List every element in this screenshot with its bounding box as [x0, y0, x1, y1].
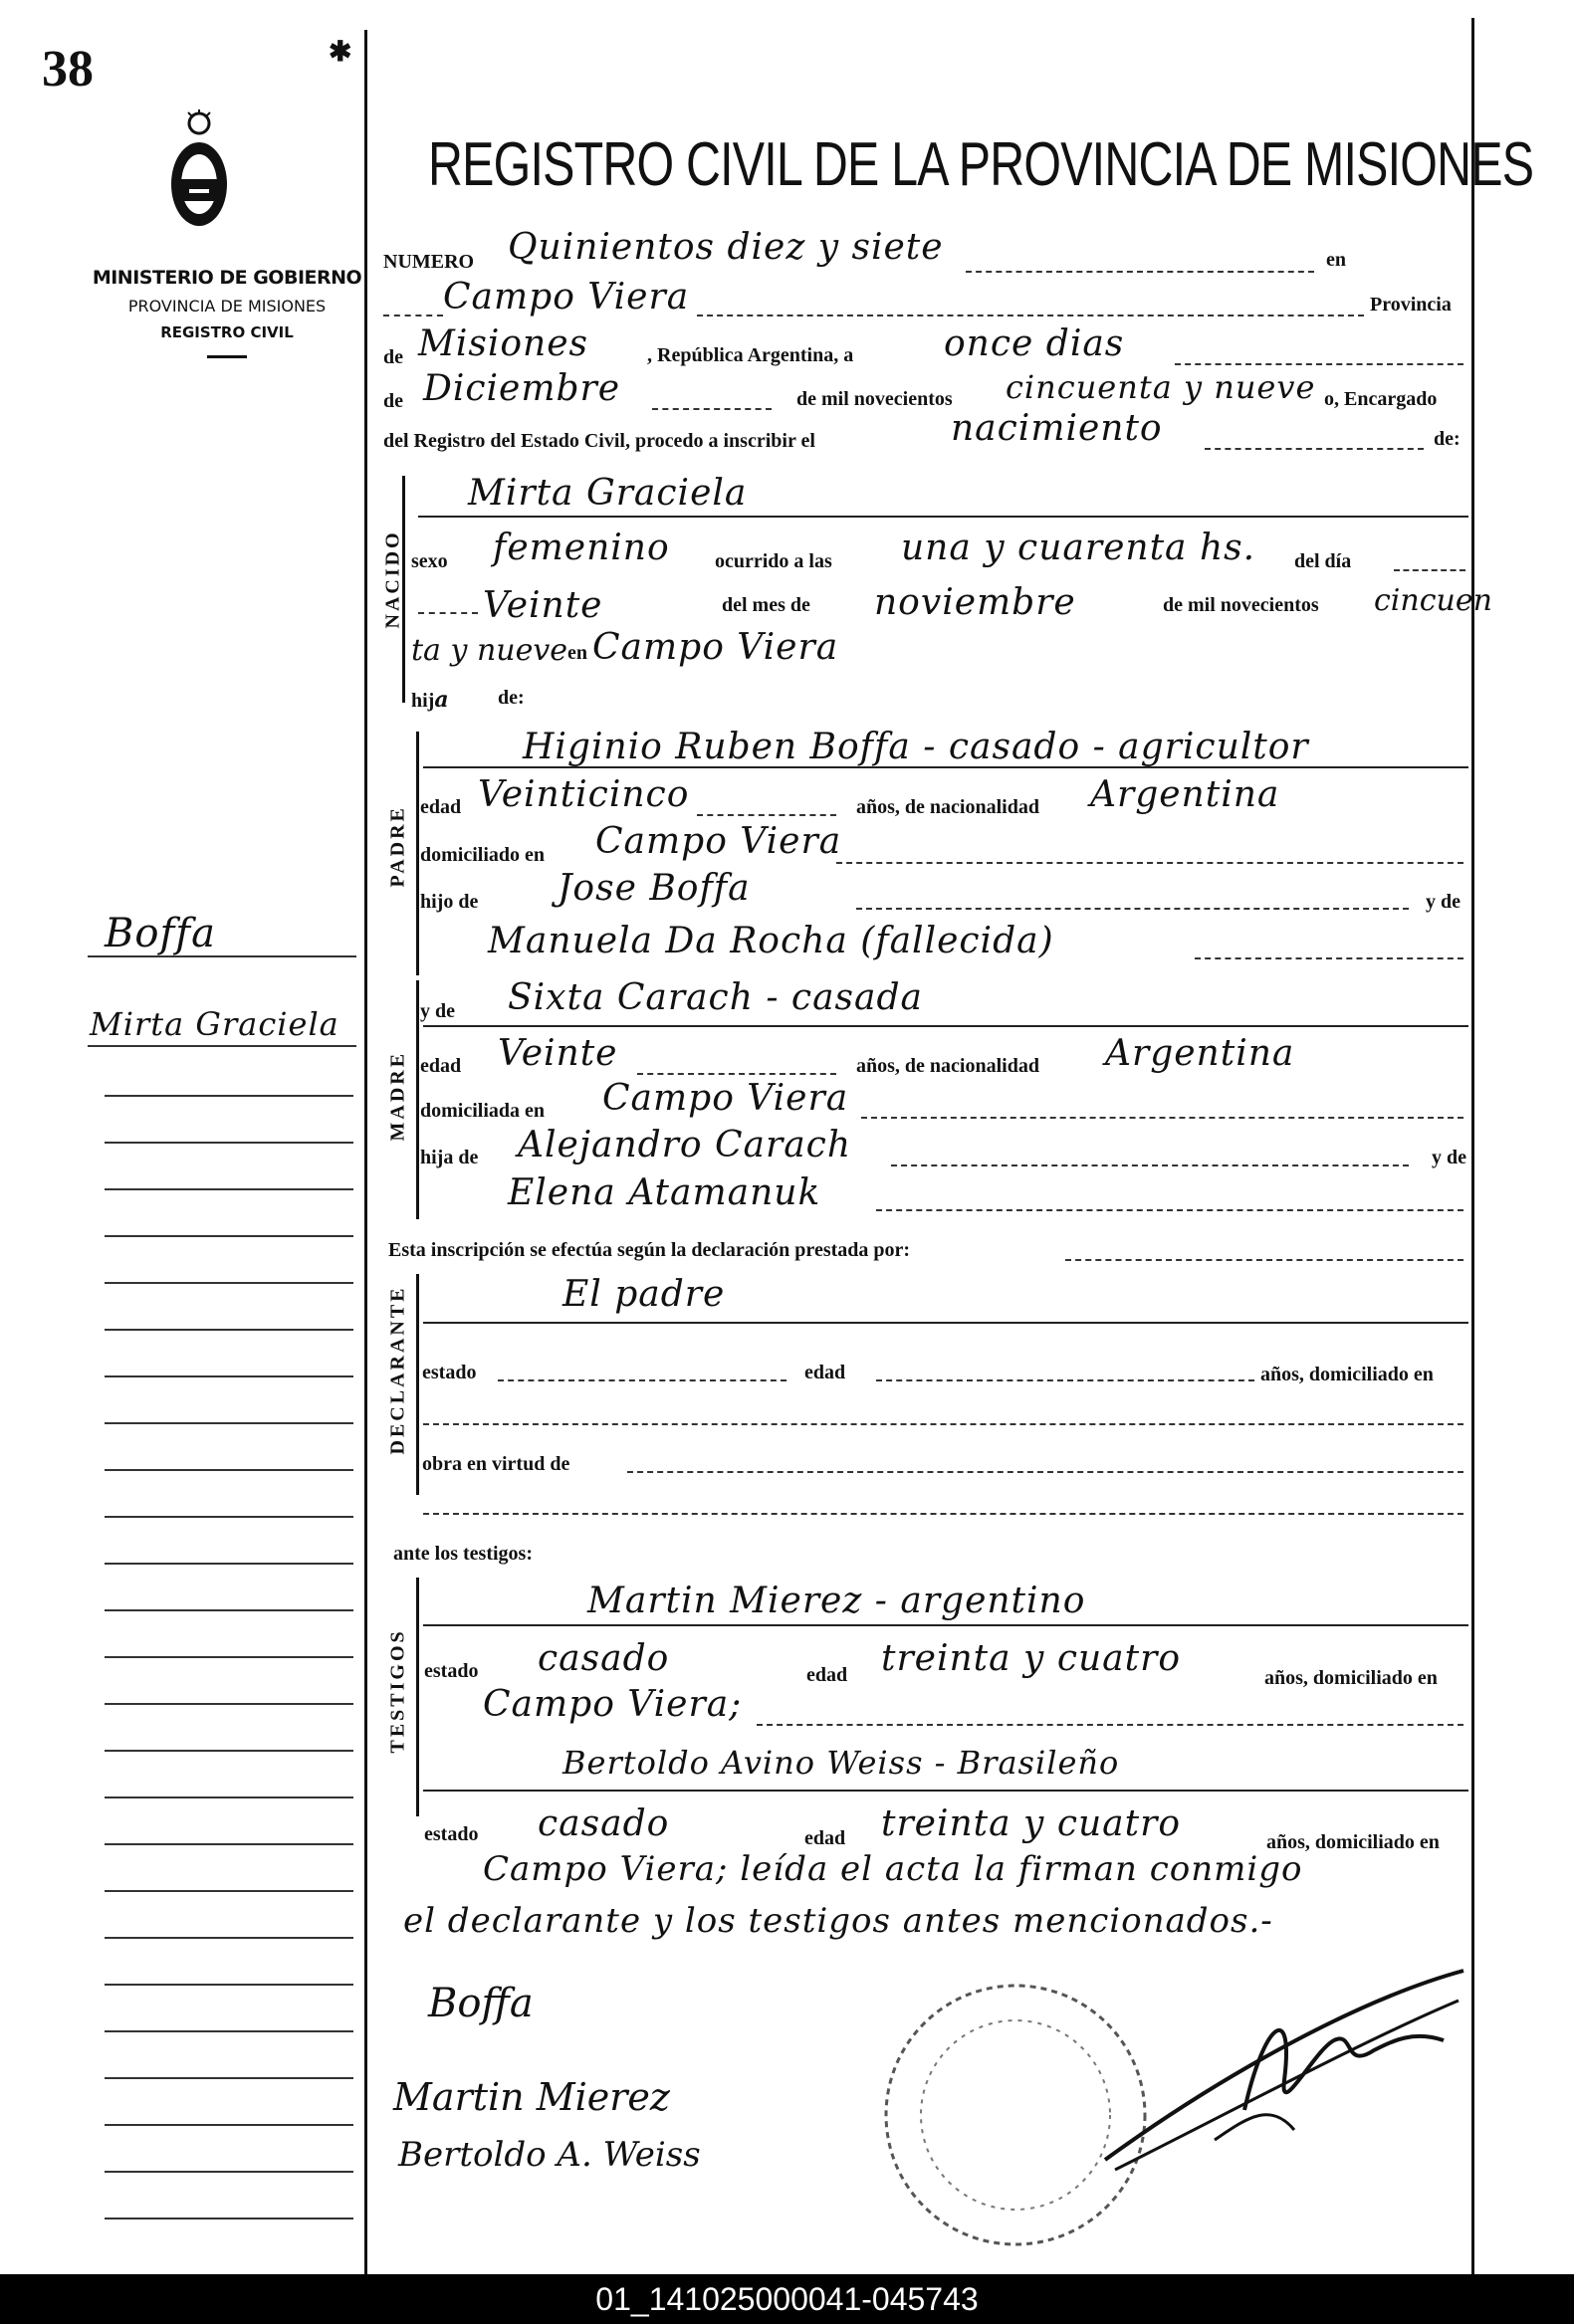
label-domiciliada: domiciliada en: [420, 1100, 546, 1122]
ministry-block: [88, 267, 366, 358]
margin-line: [105, 2030, 353, 2032]
page-title: REGISTRO CIVIL DE LA PROVINCIA DE MISIONES: [428, 130, 1534, 199]
section-bracket-padre: [416, 732, 419, 975]
hw-testigo2: Bertoldo Avino Weiss - Brasileño: [562, 1744, 1120, 1782]
right-frame-line: [1471, 18, 1474, 2274]
label-anos-nac-madre: años, de nacionalidad: [856, 1055, 1039, 1077]
divider: [207, 355, 247, 358]
section-label-declarante: DECLARANTE: [386, 1285, 409, 1455]
label-de-colon2: de:: [498, 687, 525, 709]
fill-line: [1394, 569, 1465, 571]
signature-declarante: Boffa: [428, 1981, 534, 2026]
signature-testigo1: Martin Mierez: [393, 2075, 670, 2119]
margin-line: [88, 955, 356, 957]
fill-line: [423, 1423, 1463, 1425]
hw-padre-nac: Argentina: [1090, 774, 1280, 815]
label-en: en: [1326, 249, 1346, 271]
page-number: 38: [42, 41, 94, 98]
label-de-mil: de mil novecientos: [796, 388, 953, 410]
footer-id: 01_141025000041-045743: [0, 2274, 1574, 2324]
hw-madre-edad: Veinte: [498, 1033, 618, 1074]
label-anos-dom-dec: años, domiciliado en: [1260, 1364, 1434, 1385]
margin-line: [105, 1516, 353, 1518]
margin-line: [105, 1796, 353, 1798]
rule-line: [423, 1624, 1468, 1626]
fill-line: [1195, 957, 1463, 959]
hw-dia: once dias: [944, 323, 1125, 364]
label-y-de-m: y de: [1432, 1147, 1466, 1168]
section-label-madre: MADRE: [386, 1050, 409, 1142]
label-republica: , República Argentina, a: [647, 344, 854, 366]
margin-line: [105, 1142, 353, 1144]
label-numero: NUMERO: [383, 251, 475, 273]
label-hijo-de: hijo de: [420, 891, 479, 913]
hw-declarante: El padre: [562, 1274, 726, 1315]
label-inscripcion: Esta inscripción se efectúa según la declaración prestada por:: [388, 1239, 911, 1261]
label-registro: del Registro del Estado Civil, procedo a inscribir el: [383, 430, 815, 452]
fill-line: [891, 1164, 1409, 1166]
margin-line: [105, 1235, 353, 1237]
hw-abuelo-m: Alejandro Carach: [518, 1125, 852, 1165]
rule-line: [423, 1322, 1468, 1324]
hw-madre: Sixta Carach - casada: [508, 977, 923, 1018]
hw-numero: Quinientos diez y siete: [508, 227, 944, 268]
label-anos-dom-t2: años, domiciliado en: [1266, 1831, 1440, 1853]
province-name: PROVINCIA DE MISIONES: [127, 297, 327, 316]
label-estado-t1: estado: [424, 1660, 479, 1682]
hw-hora: una y cuarenta hs.: [901, 528, 1256, 568]
fill-line: [652, 408, 772, 410]
fill-line: [1065, 1259, 1463, 1261]
margin-name: Mirta Graciela: [90, 1005, 339, 1043]
rule-line: [423, 1790, 1468, 1792]
fill-line: [627, 1471, 1463, 1473]
hw-acto: nacimiento: [951, 408, 1163, 449]
signature-testigo2: Bertoldo A. Weiss: [398, 2135, 701, 2175]
hw-abuela: Manuela Da Rocha (fallecida): [488, 921, 1054, 961]
margin-line: [105, 1329, 353, 1331]
label-edad-padre: edad: [420, 796, 462, 818]
fill-line: [1175, 363, 1463, 365]
hw-anio: cincuenta y nueve: [1006, 368, 1316, 406]
label-en2: en: [567, 642, 587, 664]
fill-line: [861, 1117, 1463, 1119]
fill-line: [697, 814, 836, 816]
label-hija-de: hija de: [420, 1147, 479, 1168]
hw-closing: el declarante y los testigos antes mencionados.-: [403, 1901, 1273, 1941]
fill-line: [1205, 448, 1424, 450]
fill-line: [498, 1379, 787, 1381]
margin-line: [105, 1282, 353, 1284]
margin-line: [105, 1095, 353, 1097]
official-signature-icon: [1095, 1961, 1473, 2195]
hw-padre-dom: Campo Viera: [595, 821, 842, 862]
margin-line: [105, 1890, 353, 1892]
hw-mes: Diciembre: [423, 368, 621, 409]
hw-testigo1: Martin Mierez - argentino: [587, 1581, 1086, 1621]
coat-of-arms-icon: [164, 109, 234, 244]
section-label-testigos: TESTIGOS: [386, 1628, 409, 1754]
hw-anio-nac-b: ta y nueve: [411, 633, 568, 668]
hw-anio-nac-a: cincuen: [1374, 583, 1492, 618]
label-y-de2: y de: [420, 1000, 455, 1022]
hw-t2-edad: treinta y cuatro: [881, 1803, 1181, 1844]
label-del-dia: del día: [1294, 550, 1352, 572]
section-bracket-madre: [416, 980, 419, 1219]
fill-line: [697, 315, 1364, 317]
hw-abuelo: Jose Boffa: [558, 868, 751, 909]
label-edad-dec: edad: [804, 1362, 846, 1383]
section-label-padre: PADRE: [386, 805, 409, 888]
label-de-colon: de:: [1434, 428, 1461, 450]
margin-line: [105, 1375, 353, 1377]
fill-line: [418, 612, 478, 614]
hw-t2-estado: casado: [538, 1803, 670, 1844]
hw-padre-edad: Veinticinco: [478, 774, 690, 815]
fill-line: [966, 271, 1314, 273]
margin-line: [105, 2218, 353, 2219]
fill-line: [876, 1209, 1463, 1211]
label-edad-t1: edad: [806, 1664, 848, 1686]
label-y-de: y de: [1426, 891, 1461, 913]
margin-line: [105, 1609, 353, 1611]
margin-line: [105, 1563, 353, 1565]
hw-provincia: Misiones: [418, 323, 589, 364]
hw-hijo-suffix: a: [434, 687, 449, 713]
hw-mes-nac: noviembre: [874, 582, 1076, 623]
label-de-mil2: de mil novecientos: [1163, 594, 1319, 616]
fill-line: [383, 315, 443, 317]
margin-line: [105, 1843, 353, 1845]
hw-madre-dom: Campo Viera: [602, 1078, 849, 1119]
left-frame-line: [364, 30, 367, 2274]
section-bracket-declarante: [416, 1274, 419, 1495]
label-de2: de: [383, 390, 403, 412]
label-hijo-text: hij: [411, 690, 435, 712]
ministry-name: MINISTERIO DE GOBIERNO: [92, 267, 362, 289]
margin-line: [105, 1656, 353, 1658]
margin-line: [105, 1984, 353, 1986]
fill-line: [876, 1379, 1254, 1381]
label-sexo: sexo: [411, 550, 448, 572]
hw-nombre: Mirta Graciela: [468, 473, 748, 514]
hw-abuela-m: Elena Atamanuk: [508, 1172, 821, 1213]
label-edad-madre: edad: [420, 1055, 462, 1077]
label-anos-nac-padre: años, de nacionalidad: [856, 796, 1039, 818]
label-anos-dom-t1: años, domiciliado en: [1264, 1667, 1438, 1689]
section-label-nacido: NACIDO: [381, 529, 404, 629]
margin-surname: Boffa: [105, 911, 216, 956]
margin-line: [105, 1188, 353, 1190]
hw-t1-estado: casado: [538, 1638, 670, 1679]
margin-line: [105, 1750, 353, 1752]
label-encargado: o, Encargado: [1324, 388, 1438, 410]
label-provincia: Provincia: [1370, 294, 1452, 316]
label-estado-t2: estado: [424, 1823, 479, 1845]
section-bracket-testigos: [416, 1578, 419, 1816]
hw-t2-dom: Campo Viera; leída el acta la firman conmigo: [483, 1849, 1303, 1889]
margin-line: [105, 2077, 353, 2079]
rule-line: [423, 766, 1468, 768]
label-edad-t2: edad: [804, 1827, 846, 1849]
label-estado-dec: estado: [422, 1362, 477, 1383]
fill-line: [637, 1073, 836, 1075]
hw-t1-dom: Campo Viera;: [483, 1684, 743, 1725]
margin-line: [105, 1422, 353, 1424]
hw-sexo: femenino: [493, 528, 670, 568]
fill-line: [856, 908, 1409, 910]
hw-padre: Higinio Ruben Boffa - casado - agricultor: [523, 727, 1309, 767]
fill-line: [836, 862, 1463, 864]
fill-line: [423, 1513, 1463, 1515]
label-del-mes: del mes de: [722, 594, 810, 616]
margin-line: [105, 2124, 353, 2126]
label-ocurrido: ocurrido a las: [715, 550, 832, 572]
hw-lugar-nac: Campo Viera: [592, 627, 839, 668]
fill-line: [757, 1724, 1463, 1726]
hw-madre-nac: Argentina: [1105, 1033, 1295, 1074]
office-name: REGISTRO CIVIL: [160, 323, 294, 341]
margin-line: [105, 1937, 353, 1939]
rule-line: [418, 516, 1468, 518]
hw-lugar: Campo Viera: [443, 277, 690, 317]
margin-line: [88, 1045, 356, 1047]
hw-t1-edad: treinta y cuatro: [881, 1638, 1181, 1679]
margin-line: [105, 1703, 353, 1705]
corner-mark-icon: ✱: [329, 37, 352, 68]
margin-line: [105, 2171, 353, 2173]
label-de: de: [383, 346, 403, 368]
label-ante: ante los testigos:: [393, 1543, 533, 1565]
hw-dia-nac: Veinte: [483, 585, 603, 626]
label-hijo: [411, 687, 449, 713]
rule-line: [423, 1025, 1468, 1027]
label-obra: obra en virtud de: [422, 1453, 570, 1475]
label-domiciliado: domiciliado en: [420, 844, 546, 866]
margin-line: [105, 1469, 353, 1471]
